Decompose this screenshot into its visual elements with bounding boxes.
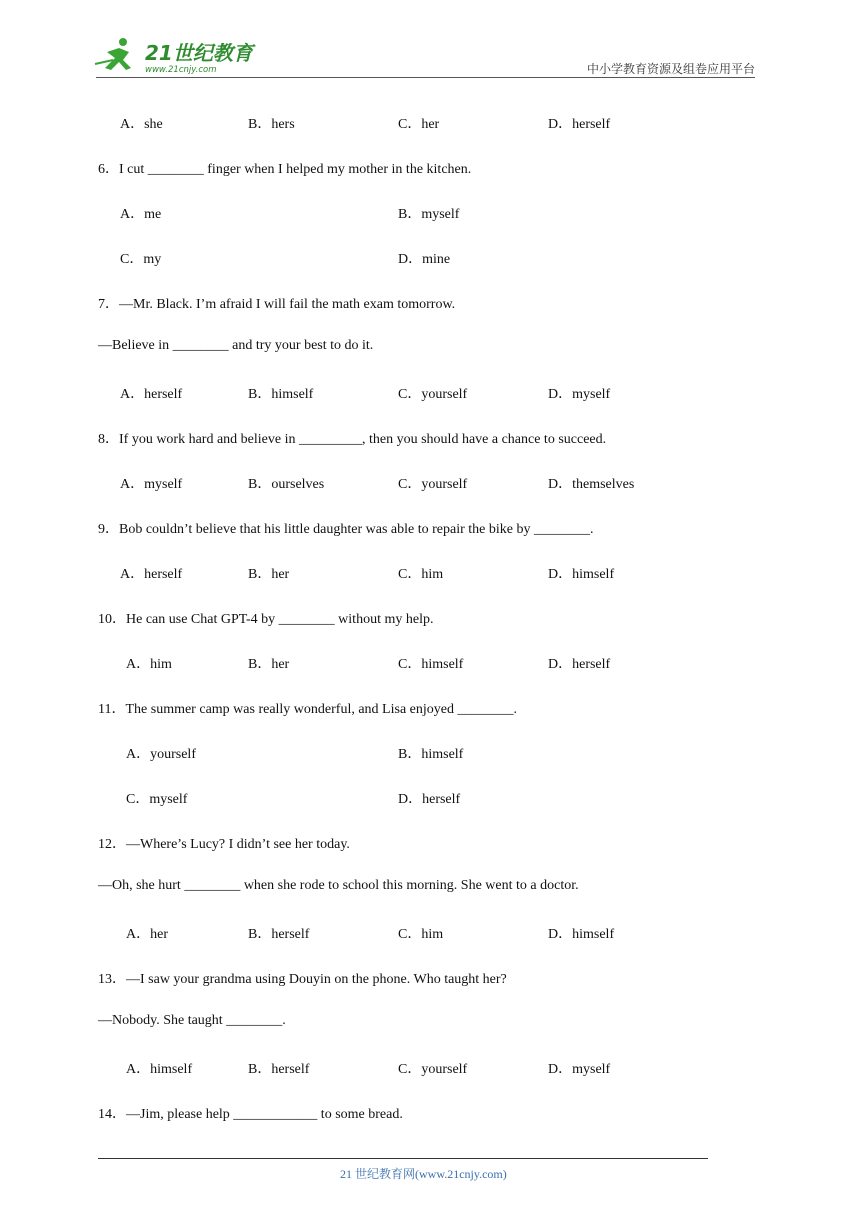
footer-link[interactable]: 21 世纪教育网(www.21cnjy.com)	[340, 1167, 507, 1181]
q6-option-a: A．me	[120, 207, 162, 222]
q6-stem: 6．I cut ________ finger when I helped my mother in the kitchen.	[98, 162, 472, 177]
q9-option-d: D．himself	[548, 567, 615, 582]
q9-option-c: C．him	[398, 567, 444, 582]
q7-option-c: C．yourself	[398, 387, 468, 402]
q6-option-d: D．mine	[398, 252, 451, 267]
q12-option-a: A．her	[126, 927, 168, 942]
q10-option-c: C．himself	[398, 657, 464, 672]
q7-option-d: D．myself	[548, 387, 611, 402]
q10-option-b: B．her	[248, 657, 290, 672]
q11-option-b: B．himself	[398, 747, 464, 762]
q8-option-d: D．themselves	[548, 477, 635, 492]
q6-option-c: C．my	[120, 252, 162, 267]
q11-option-c: C．myself	[126, 792, 188, 807]
q8-option-b: B．ourselves	[248, 477, 325, 492]
q10-option-a: A．him	[126, 657, 172, 672]
q13-option-d: D．myself	[548, 1062, 611, 1077]
q13-option-a: A．himself	[126, 1062, 193, 1077]
q5-option-d: D．herself	[548, 117, 611, 132]
runner-icon	[95, 38, 131, 70]
q12-option-b: B．herself	[248, 927, 310, 942]
q10-option-d: D．herself	[548, 657, 611, 672]
q5-option-a: A．she	[120, 117, 163, 132]
q8-stem: 8．If you work hard and believe in _________, then you should have a chance to succeed.	[98, 432, 607, 447]
q12-option-d: D．himself	[548, 927, 615, 942]
q8-option-c: C．yourself	[398, 477, 468, 492]
q11-option-d: D．herself	[398, 792, 461, 807]
q8-option-a: A．myself	[120, 477, 183, 492]
footer-divider	[98, 1158, 708, 1159]
q6-option-b: B．myself	[398, 207, 460, 222]
q7-stem: 7．—Mr. Black. I’m afraid I will fail the math exam tomorrow.	[98, 297, 456, 312]
q13-option-c: C．yourself	[398, 1062, 468, 1077]
q5-option-c: C．her	[398, 117, 440, 132]
q12-stem: 12．—Where’s Lucy? I didn’t see her today.	[98, 837, 350, 852]
logo-text: 21世纪教育	[145, 41, 253, 65]
q13-stem: 13．—I saw your grandma using Douyin on the phone. Who taught her?	[98, 972, 507, 987]
q14-stem: 14．—Jim, please help ____________ to some bread.	[98, 1107, 403, 1122]
q12-option-c: C．him	[398, 927, 444, 942]
q5-option-b: B．hers	[248, 117, 295, 132]
q10-stem: 10．He can use Chat GPT-4 by ________ without my help.	[98, 612, 434, 627]
q7-option-b: B．himself	[248, 387, 314, 402]
q11-stem: 11．The summer camp was really wonderful, and Lisa enjoyed ________.	[98, 702, 517, 717]
q12-stem-reply: —Oh, she hurt ________ when she rode to school this morning. She went to a doctor.	[98, 878, 579, 893]
q11-option-a: A．yourself	[126, 747, 196, 762]
logo-url: www.21cnjy.com	[145, 65, 217, 75]
q13-stem-reply: —Nobody. She taught ________.	[98, 1013, 286, 1028]
site-logo	[93, 36, 263, 78]
header-platform-text: 中小学教育资源及组卷应用平台	[586, 62, 755, 76]
q9-option-a: A．herself	[120, 567, 183, 582]
q13-option-b: B．herself	[248, 1062, 310, 1077]
q7-stem-reply: —Believe in ________ and try your best to do it.	[98, 338, 374, 353]
q7-option-a: A．herself	[120, 387, 183, 402]
q9-option-b: B．her	[248, 567, 290, 582]
header-divider	[96, 77, 755, 78]
q9-stem: 9．Bob couldn’t believe that his little daughter was able to repair the bike by ________.	[98, 522, 594, 537]
